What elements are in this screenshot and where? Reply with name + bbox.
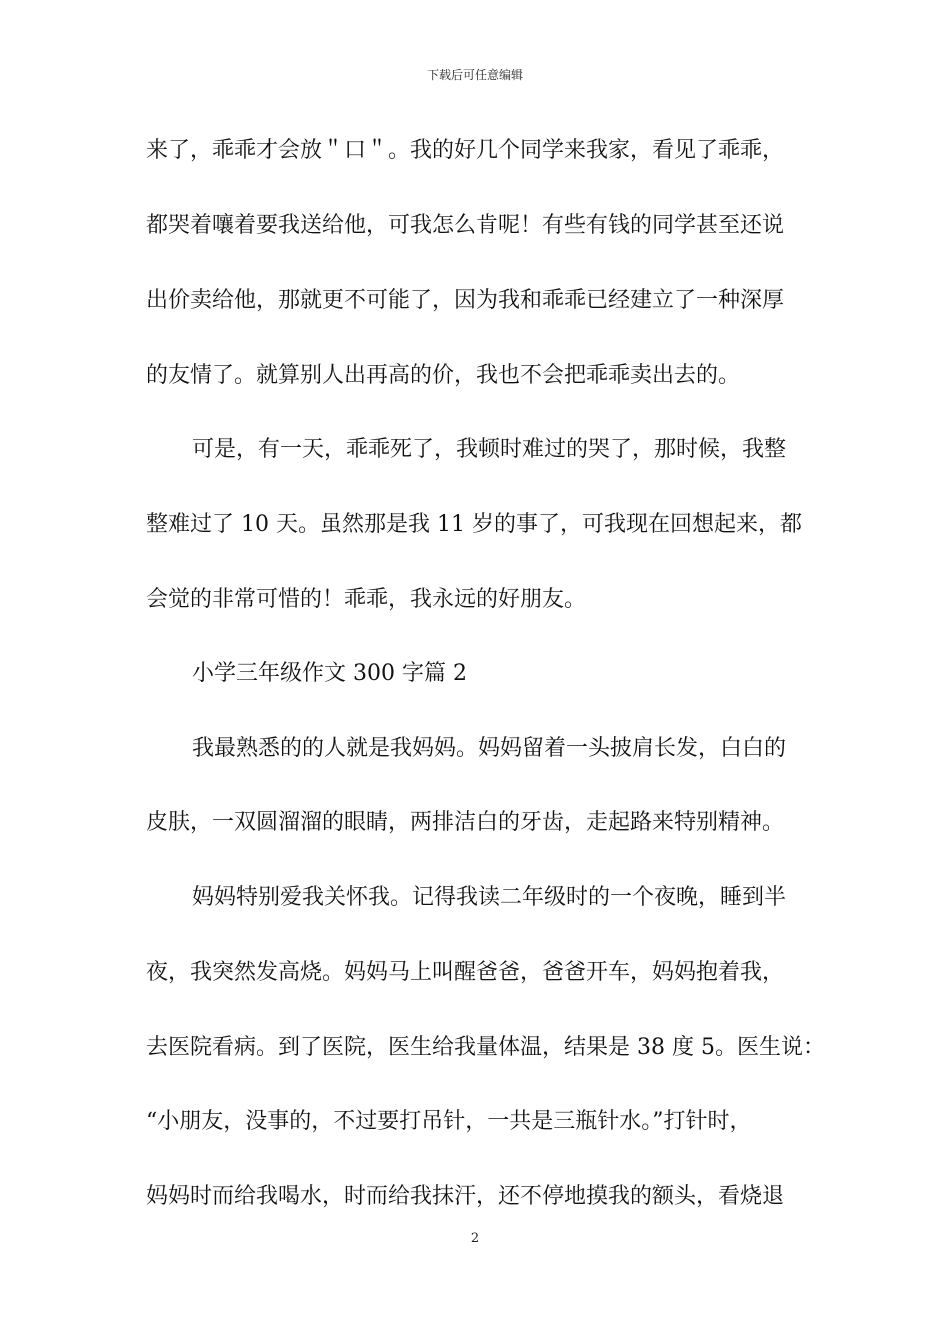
text-line: 皮肤，一双圆溜溜的眼睛，两排洁白的牙齿，走起路来特别精神。 xyxy=(146,810,785,835)
text-line: 去医院看病。到了医院，医生给我量体温，结果是 38 度 5。医生说： xyxy=(146,1035,825,1060)
paragraph-start-line: 我最熟悉的的人就是我妈妈。妈妈留着一头披肩长发，白白的 xyxy=(192,736,787,761)
page-header: 下载后可任意编辑 xyxy=(426,68,523,82)
text-line: 来了，乖乖才会放＂口＂。我的好几个同学来我家，看见了乖乖， xyxy=(146,138,785,163)
page-number: 2 xyxy=(470,1231,480,1246)
text-line: 妈妈时而给我喝水，时而给我抹汗，还不停地摸我的额头，看烧退 xyxy=(146,1184,785,1209)
text-line: 夜，我突然发高烧。妈妈马上叫醒爸爸，爸爸开车，妈妈抱着我， xyxy=(146,960,785,985)
paragraph-start-line: 可是，有一天，乖乖死了，我顿时难过的哭了，那时候，我整 xyxy=(192,437,787,462)
text-line: 的友情了。就算别人出再高的价，我也不会把乖乖卖出去的。 xyxy=(146,363,741,388)
text-line: 都哭着嚷着要我送给他，可我怎么肯呢！有些有钱的同学甚至还说 xyxy=(146,213,785,238)
text-line: “小朋友，没事的，不过要打吊针，一共是三瓶针水。”打针时， xyxy=(146,1109,752,1134)
section-heading: 小学三年级作文 300 字篇 2 xyxy=(192,661,467,686)
text-line: 出价卖给他，那就更不可能了，因为我和乖乖已经建立了一种深厚 xyxy=(146,288,785,313)
text-line: 整难过了 10 天。虽然那是我 11 岁的事了，可我现在回想起来，都 xyxy=(146,512,802,537)
paragraph-start-line: 妈妈特别爱我关怀我。记得我读二年级时的一个夜晚，睡到半 xyxy=(192,885,787,910)
text-line: 会觉的非常可惜的！乖乖，我永远的好朋友。 xyxy=(146,587,587,612)
